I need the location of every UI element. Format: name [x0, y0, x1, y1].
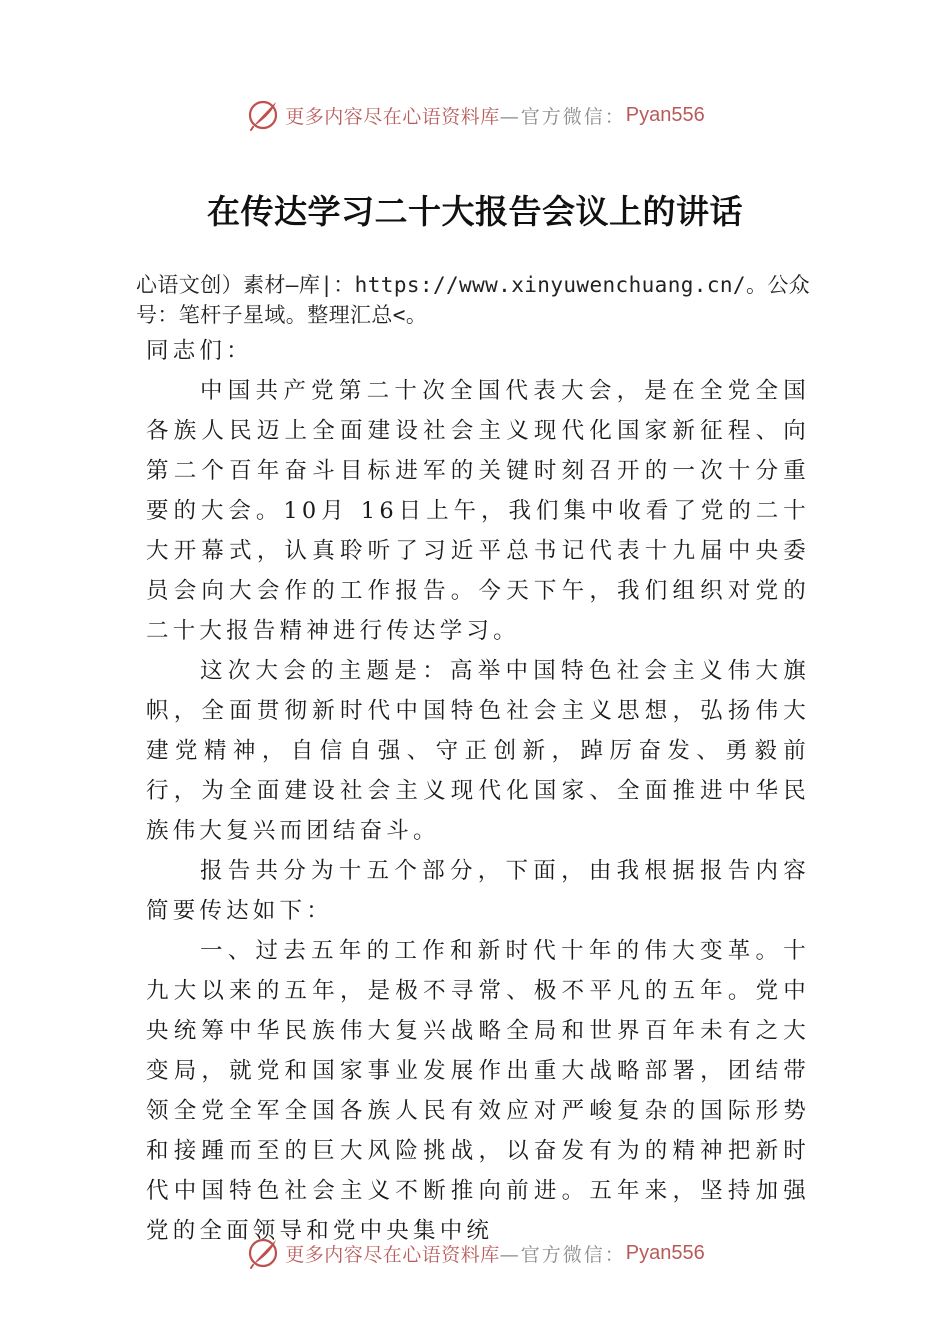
banner-text: 更多内容尽在心语资料库 [285, 105, 500, 128]
quill-logo-icon [245, 1235, 281, 1271]
document-body [146, 331, 810, 1251]
source-line: 心语文创）素材—库|：https://www.xinyuwenchuang.cn/。公众号：笔杆子星域。整理汇总<。 [136, 273, 811, 327]
header-watermark-banner [0, 93, 950, 137]
banner-wechat-label: —官方微信： [499, 1243, 626, 1266]
paragraph-1: 中国共产党第二十次全国代表大会，是在全党全国各族人民迈上全面建设社会主义现代化国家新征程、向第二个百年奋斗目标进军的关键时刻召开的一次十分重要的大会。10月 16日上午，我们集中收看了党的二十大开幕式，认真聆听了习近平总书记代表十九届中央委员会向大会作的工作报告。今天下午，我们组织对党的二十大报告精神进行传达学习。 [146, 378, 810, 644]
salutation: 同志们： [146, 338, 253, 364]
document-title: 在传达学习二十大报告会议上的讲话 [207, 192, 743, 231]
paragraph-2: 这次大会的主题是：高举中国特色社会主义伟大旗帜，全面贯彻新时代中国特色社会主义思想，弘扬伟大建党精神，自信自强、守正创新，踔厉奋发、勇毅前行，为全面建设社会主义现代化国家、全面推进中华民族伟大复兴而团结奋斗。 [146, 658, 810, 844]
paragraph-3: 报告共分为十五个部分，下面，由我根据报告内容简要传达如下： [146, 858, 810, 924]
banner-wechat-id: Pyan556 [625, 103, 705, 126]
banner-wechat-id: Pyan556 [625, 1241, 705, 1264]
footer-watermark-banner [0, 1231, 950, 1275]
banner-text: 更多内容尽在心语资料库 [285, 1243, 500, 1266]
banner-wechat-label: —官方微信： [499, 105, 626, 128]
quill-logo-icon [245, 97, 281, 133]
paragraph-4: 一、过去五年的工作和新时代十年的伟大变革。十九大以来的五年，是极不寻常、极不平凡的五年。党中央统筹中华民族伟大复兴战略全局和世界百年未有之大变局，就党和国家事业发展作出重大战略部署，团结带领全党全军全国各族人民有效应对严峻复杂的国际形势和接踵而至的巨大风险挑战，以奋发有为的精神把新时代中国特色社会主义不断推向前进。五年来，坚持加强党的全面领导和党中央集中统 [146, 938, 810, 1244]
